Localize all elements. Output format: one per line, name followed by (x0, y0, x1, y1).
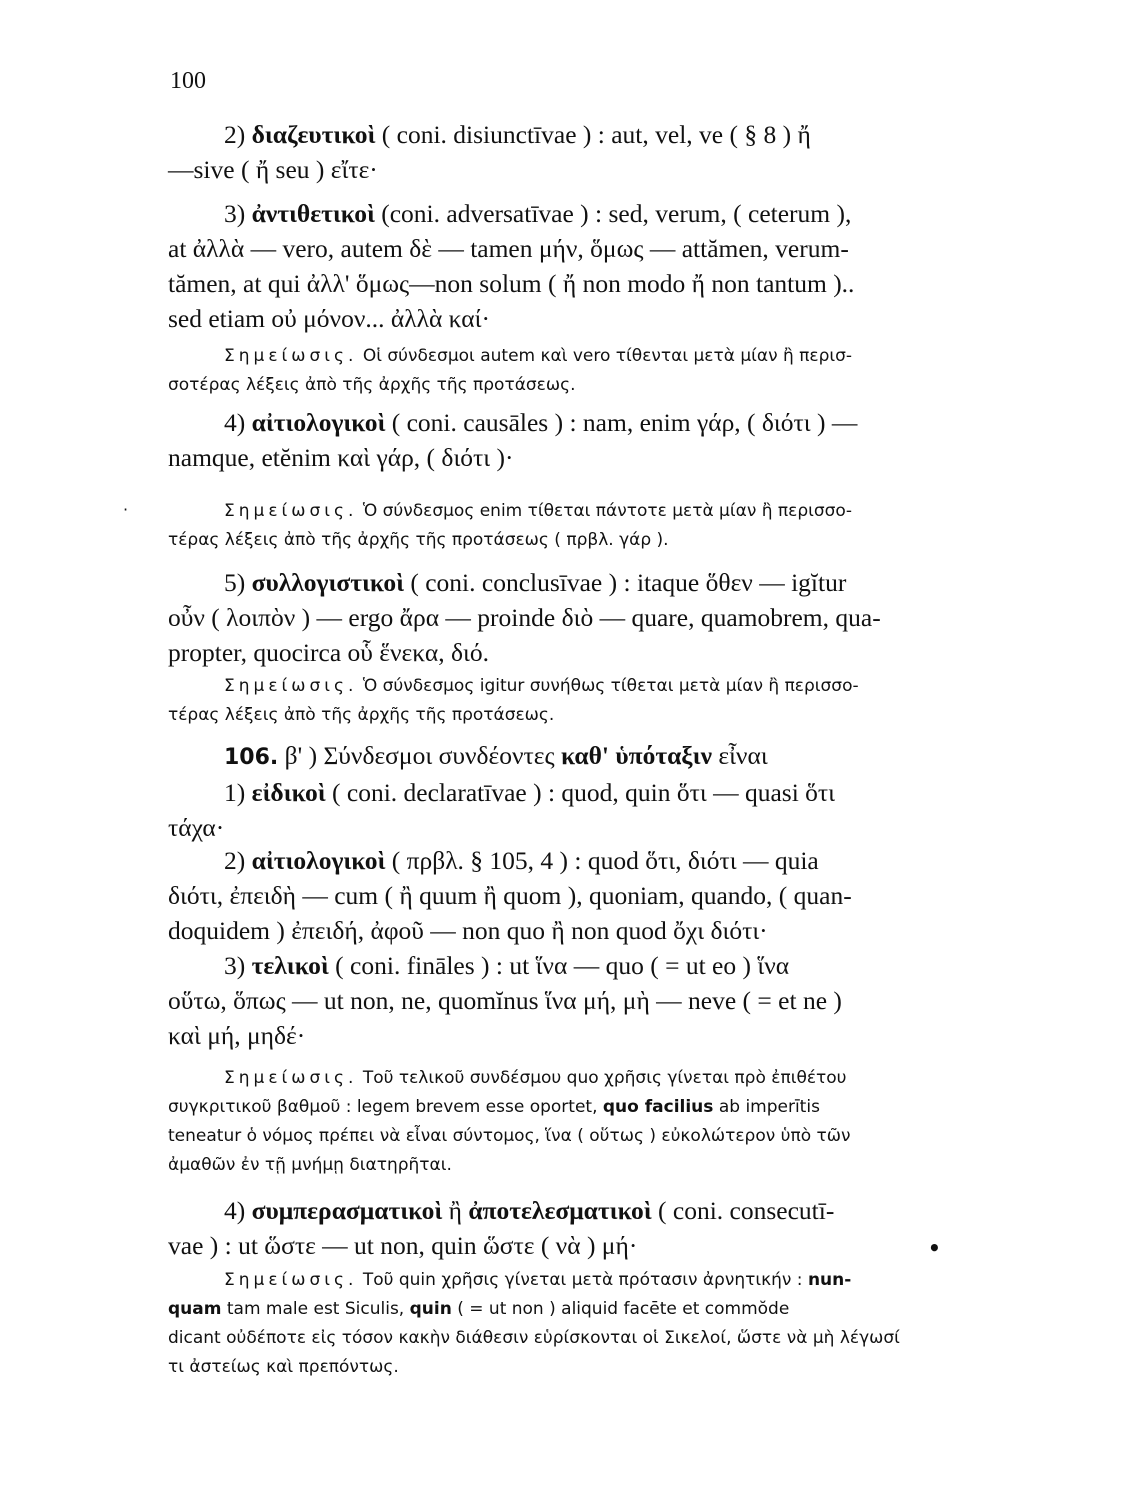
note-consecutive (168, 1266, 1048, 1382)
text-line: doquidem ) ἐπειδή, ἀφοῦ — non quo ἢ non quod ὄχι διότι· (168, 916, 768, 945)
paragraph-consecutive (168, 1193, 1048, 1263)
note-line: Σημείωσις. Τοῦ quin χρῆσις γίνεται μετὰ πρότασιν ἀρνητικήν : nun- (224, 1270, 852, 1290)
text-line: οὕτω, ὅπως — ut non, ne, quomĭnus ἵνα μή, μὴ — neve ( = et ne ) (168, 986, 842, 1015)
note-line: Σημείωσις. Ὁ σύνδεσμος enim τίθεται πάντοτε μετὰ μίαν ἢ περισσο- (224, 501, 852, 521)
paragraph-disjunctive (168, 117, 1048, 187)
text-line: propter, quocirca οὗ ἕνεκα, διό. (168, 638, 489, 667)
text-line: tămen, at qui ἀλλ' ὅμως—non solum ( ἤ non modo ἤ non tantum ).. (168, 269, 855, 298)
text-line: 4) αἰτιολογικοὶ ( coni. causāles ) : nam, enim γάρ, ( διότι ) — (224, 408, 858, 437)
note-line: Σημείωσις. Οἱ σύνδεσμοι autem καὶ vero τίθενται μετὰ μίαν ἢ περισ- (224, 346, 853, 366)
paragraph-adversative (168, 196, 1048, 336)
note-line: σοτέρας λέξεις ἀπὸ τῆς ἀρχῆς τῆς προτάσεως. (168, 375, 576, 395)
text-line: καὶ μή, μηδέ· (168, 1021, 306, 1050)
text-line: 2) διαζευτικοὶ ( coni. disiunctīvae ) : aut, vel, ve ( § 8 ) ἤ (224, 120, 811, 149)
text-line: at ἀλλὰ — vero, autem δὲ — tamen μήν, ὅμως — attămen, verum- (168, 234, 849, 263)
text-line: namque, etĕnim καὶ γάρ, ( διότι )· (168, 443, 514, 472)
text-line: οὖν ( λοιπὸν ) — ergo ἄρα — proinde διὸ — quare, quamobrem, qua- (168, 603, 881, 632)
note-adversative (168, 342, 1048, 400)
text-line: 5) συλλογιστικοὶ ( coni. conclusīvae ) : itaque ὅθεν — igĭtur (224, 568, 847, 597)
note-line: συγκριτικοῦ βαθμοῦ : legem brevem esse oportet, quo facilius ab imperītis (168, 1097, 820, 1117)
note-line: τέρας λέξεις ἀπὸ τῆς ἀρχῆς τῆς προτάσεως. (168, 705, 555, 725)
text-line: 1) εἰδικοὶ ( coni. declaratīvae ) : quod, quin ὅτι — quasi ὅτι (224, 778, 836, 807)
stray-bullet: • (928, 1236, 941, 1260)
paragraph-causal (168, 405, 1048, 475)
note-line: quam tam male est Siculis, quin ( = ut non ) aliquid facēte et commŏde (168, 1299, 790, 1319)
text-line: διότι, ἐπειδὴ — cum ( ἢ quum ἢ quom ), quoniam, quando, ( quan- (168, 881, 852, 910)
note-final (168, 1064, 1048, 1180)
paragraph-conclusive (168, 565, 1048, 670)
text-line: vae ) : ut ὥστε — ut non, quin ὥστε ( νὰ ) μή· (168, 1231, 638, 1260)
text-line: 4) συμπερασματικοὶ ἢ ἀποτελεσματικοὶ ( coni. consecutī- (224, 1196, 835, 1225)
text-line: 3) τελικοὶ ( coni. fināles ) : ut ἵνα — quo ( = ut eo ) ἵνα (224, 951, 790, 980)
page-number: 100 (170, 68, 206, 94)
section-heading-106: 106. β' ) Σύνδεσμοι συνδέοντες καθ' ὑπόταξιν εἶναι (224, 741, 768, 770)
text-line: τάχα· (168, 813, 225, 842)
note-line: Σημείωσις. Ὁ σύνδεσμος igitur συνήθως τίθεται μετὰ μίαν ἢ περισσο- (224, 676, 859, 696)
note-line: dicant οὐδέποτε εἰς τόσον κακὴν διάθεσιν εὑρίσκονται οἱ Σικελοί, ὥστε νὰ μὴ λέγωσί (168, 1328, 900, 1348)
note-line: ἀμαθῶν ἐν τῇ μνήμῃ διατηρῆται. (168, 1155, 452, 1175)
paragraph-final (168, 948, 1048, 1053)
note-causal (168, 497, 1048, 555)
stray-mark: · (123, 500, 129, 519)
note-line: τι ἀστείως καὶ πρεπόντως. (168, 1357, 399, 1377)
note-line: τέρας λέξεις ἀπὸ τῆς ἀρχῆς τῆς προτάσεως ( πρβλ. γάρ ). (168, 530, 669, 550)
note-conclusive (168, 672, 1048, 730)
note-line: teneatur ὁ νόμος πρέπει νὰ εἶναι σύντομος, ἵνα ( οὕτως ) εὐκολώτερον ὑπὸ τῶν (168, 1126, 851, 1146)
text-line: —sive ( ἤ seu ) εἴτε· (168, 155, 378, 184)
text-line: 2) αἰτιολογικοὶ ( πρβλ. § 105, 4 ) : quod ὅτι, διότι — quia (224, 846, 819, 875)
text-line: 3) ἀντιθετικοὶ (coni. adversatīvae ) : sed, verum, ( ceterum ), (224, 199, 852, 228)
paragraph-causal-sub (168, 843, 1048, 948)
text-line: sed etiam οὐ μόνον... ἀλλὰ καί· (168, 304, 491, 333)
note-line: Σημείωσις. Τοῦ τελικοῦ συνδέσμου quo χρῆσις γίνεται πρὸ ἐπιθέτου (224, 1068, 847, 1088)
paragraph-106 (168, 738, 1048, 845)
